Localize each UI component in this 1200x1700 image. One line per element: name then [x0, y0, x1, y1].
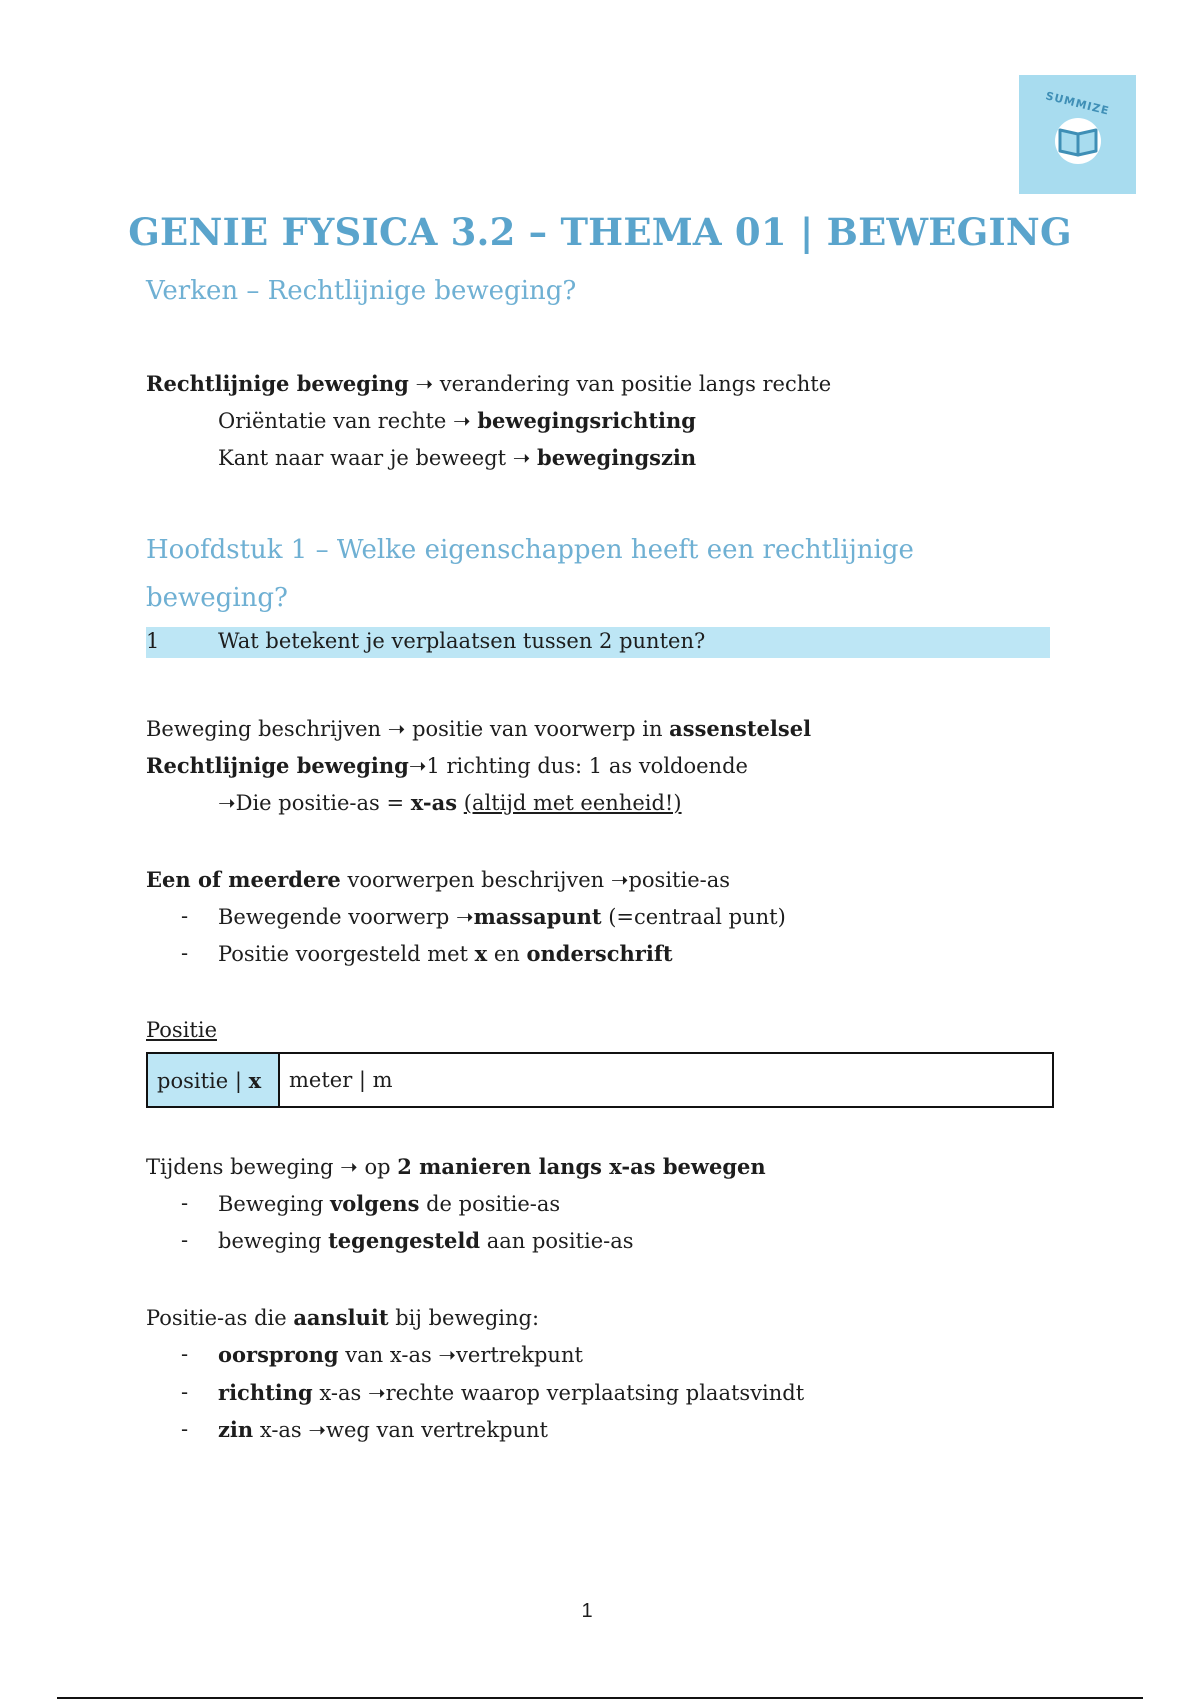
table-row — [147, 1053, 1053, 1107]
arrow-icon: ➝ — [453, 409, 471, 433]
arrow-icon: ➝ — [512, 446, 531, 470]
list-item-text: x-as — [312, 1381, 368, 1405]
p2-intro-text: voorwerpen beschrijven — [340, 868, 611, 892]
list-item — [218, 904, 786, 929]
arrow-icon: ➝ — [415, 372, 434, 396]
p4-intro-text: Positie-as die — [146, 1306, 294, 1330]
list-item — [218, 1342, 583, 1367]
list-item-text: Positie voorgesteld met — [218, 942, 475, 966]
positie-symbol-cell — [147, 1053, 279, 1107]
page-title: GENIE FYSICA 3.2 – THEMA 01 | BEWEGING — [128, 210, 1072, 254]
term-rechtlijnige-beweging-2: Rechtlijnige beweging — [146, 753, 409, 778]
arrow-icon: ➝ — [308, 1418, 326, 1442]
cell-symbol: x — [248, 1067, 262, 1093]
p3-intro — [146, 1154, 766, 1179]
positie-table — [146, 1052, 1054, 1108]
p2-intro — [146, 867, 730, 892]
p3-intro-text: Tijdens beweging — [146, 1155, 341, 1179]
p4-intro — [146, 1305, 539, 1330]
term-onderschrift: onderschrift — [526, 941, 673, 966]
list-item-text: aan positie-as — [480, 1229, 634, 1253]
arrow-icon: ➝ — [387, 717, 406, 741]
term-bewegingsrichting: bewegingsrichting — [477, 408, 696, 433]
bullet-dash: - — [181, 1191, 189, 1215]
list-item-text: (=centraal punt) — [601, 905, 786, 929]
arrow-icon: ➝ — [438, 1343, 457, 1367]
chapter-heading-line-1: Hoofdstuk 1 – Welke eigenschappen heeft een rechtlijnige — [146, 535, 914, 565]
p1-line-b — [146, 753, 748, 778]
p1-line-a-text: Beweging beschrijven — [146, 717, 388, 741]
note-altijd-met-eenheid: (altijd met eenheid!) — [463, 791, 682, 815]
list-item — [218, 1191, 560, 1216]
bullet-dash: - — [181, 941, 189, 965]
verken-heading: Verken – Rechtlijnige beweging? — [146, 276, 577, 306]
p4-intro-end: bij beweging: — [388, 1306, 540, 1330]
p2-intro-end: positie-as — [628, 868, 731, 892]
list-item-text: Beweging — [218, 1192, 331, 1216]
list-item-text: vertrekpunt — [456, 1343, 583, 1367]
term-zin: zin — [218, 1417, 254, 1442]
logo-brand-text: SUMMIZE — [1044, 89, 1111, 118]
bullet-dash: - — [181, 904, 189, 928]
list-item-text: de positie-as — [419, 1192, 561, 1216]
term-x-as: x-as — [410, 790, 458, 815]
term-tegengesteld: tegengesteld — [328, 1228, 481, 1253]
space — [457, 791, 464, 815]
bullet-dash: - — [181, 1380, 189, 1404]
list-item-text: beweging — [218, 1229, 329, 1253]
verken-line-3-text: Kant naar waar je beweegt — [218, 446, 513, 470]
page-number: 1 — [581, 1600, 593, 1622]
list-item-text: weg van vertrekpunt — [326, 1418, 548, 1442]
arrow-icon: ➝ — [218, 791, 236, 815]
verken-line-3 — [218, 445, 696, 470]
term-richting: richting — [218, 1380, 313, 1405]
term-oorsprong: oorsprong — [218, 1342, 339, 1367]
p1-line-b-text: 1 richting dus: 1 as voldoende — [426, 754, 748, 778]
bullet-dash: - — [181, 1417, 189, 1441]
p1-line-c — [218, 790, 682, 815]
bullet-dash: - — [181, 1342, 189, 1366]
p1-line-a — [146, 716, 811, 741]
term-2-manieren: 2 manieren langs x-as bewegen — [397, 1154, 766, 1179]
list-item-text: x-as — [253, 1418, 309, 1442]
list-item — [218, 941, 673, 966]
positie-label: Positie — [146, 1018, 217, 1042]
arrow-icon: ➝ — [455, 905, 474, 929]
arrow-icon: ➝ — [408, 754, 427, 778]
section-title: Wat betekent je verplaatsen tussen 2 punten? — [218, 629, 706, 653]
arrow-icon: ➝ — [610, 868, 629, 892]
list-item-text: van x-as — [338, 1343, 439, 1367]
verken-line-2 — [218, 408, 696, 433]
bullet-dash: - — [181, 1228, 189, 1252]
term-bewegingszin: bewegingszin — [537, 445, 697, 470]
list-item — [218, 1417, 548, 1442]
verken-line-1 — [146, 371, 831, 396]
p1-line-a-mid: positie van voorwerp in — [412, 717, 670, 741]
page-divider — [57, 1697, 1143, 1699]
list-item-text: Bewegende voorwerp — [218, 905, 456, 929]
positie-unit-cell: meter | m — [279, 1053, 1053, 1107]
list-item — [218, 1380, 804, 1405]
term-volgens: volgens — [330, 1191, 420, 1216]
list-item — [218, 1228, 634, 1253]
term-een-of-meerdere: Een of meerdere — [146, 867, 341, 892]
p3-intro-mid: op — [364, 1155, 398, 1179]
list-item-text: en — [487, 942, 527, 966]
chapter-heading-line-2: beweging? — [146, 583, 288, 613]
verken-line-2-text: Oriëntatie van rechte — [218, 409, 454, 433]
section-heading-bar — [146, 627, 1050, 658]
summize-logo — [1019, 75, 1136, 194]
p1-line-c-text: Die positie-as = — [235, 791, 411, 815]
cell-text: positie | — [157, 1068, 249, 1093]
term-x: x — [474, 941, 488, 966]
term-assenstelsel: assenstelsel — [669, 716, 812, 741]
term-rechtlijnige-beweging: Rechtlijnige beweging — [146, 371, 409, 396]
list-item-text: rechte waarop verplaatsing plaatsvindt — [385, 1381, 805, 1405]
verken-line-1-text: verandering van positie langs rechte — [433, 372, 832, 396]
arrow-icon: ➝ — [340, 1155, 358, 1179]
term-massapunt: massapunt — [473, 904, 602, 929]
arrow-icon: ➝ — [367, 1381, 386, 1405]
open-book-icon — [1051, 117, 1105, 165]
term-aansluit: aansluit — [293, 1305, 389, 1330]
section-number: 1 — [146, 629, 160, 653]
